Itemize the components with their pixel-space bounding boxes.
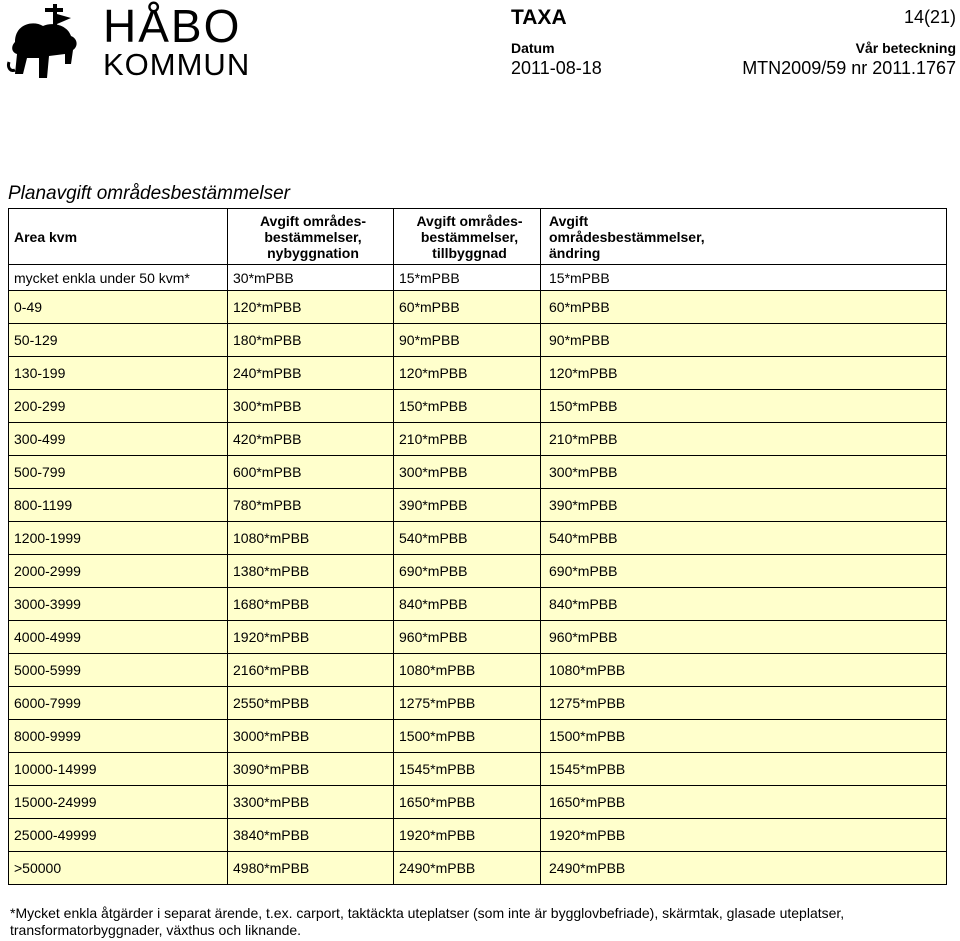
- cell-extension-fee: 150*mPBB: [394, 390, 541, 423]
- table-row: [9, 456, 947, 489]
- column-header-change: Avgift områdesbestämmelser, ändring: [541, 209, 947, 265]
- table-row: [9, 324, 947, 357]
- cell-extension-fee: 1275*mPBB: [394, 687, 541, 720]
- cell-new-build-fee: 30*mPBB: [228, 265, 394, 291]
- cell-extension-fee: 1920*mPBB: [394, 819, 541, 852]
- cell-new-build-fee: 3840*mPBB: [228, 819, 394, 852]
- table-row: [9, 819, 947, 852]
- cell-area: 50-129: [9, 324, 228, 357]
- cell-change-fee: 390*mPBB: [541, 489, 947, 522]
- cell-area: 25000-49999: [9, 819, 228, 852]
- cell-change-fee: 1920*mPBB: [541, 819, 947, 852]
- cell-area: 0-49: [9, 291, 228, 324]
- page-number: 14(21): [903, 7, 956, 27]
- cell-extension-fee: 15*mPBB: [394, 265, 541, 291]
- cell-change-fee: 300*mPBB: [541, 456, 947, 489]
- section-title: Planavgift områdesbestämmelser: [8, 183, 290, 204]
- lamb-emblem-icon: [5, 2, 95, 82]
- cell-change-fee: 840*mPBB: [541, 588, 947, 621]
- habo-kommun-logo: [5, 0, 251, 82]
- cell-extension-fee: 1500*mPBB: [394, 720, 541, 753]
- table-row: [9, 588, 947, 621]
- table-row: [9, 357, 947, 390]
- cell-area: 2000-2999: [9, 555, 228, 588]
- column-header-area: Area kvm: [9, 209, 228, 265]
- cell-new-build-fee: 3300*mPBB: [228, 786, 394, 819]
- cell-extension-fee: 960*mPBB: [394, 621, 541, 654]
- cell-extension-fee: 1080*mPBB: [394, 654, 541, 687]
- cell-area: 4000-4999: [9, 621, 228, 654]
- cell-new-build-fee: 2160*mPBB: [228, 654, 394, 687]
- cell-change-fee: 2490*mPBB: [541, 852, 947, 885]
- cell-new-build-fee: 780*mPBB: [228, 489, 394, 522]
- cell-new-build-fee: 180*mPBB: [228, 324, 394, 357]
- cell-change-fee: 540*mPBB: [541, 522, 947, 555]
- cell-area: mycket enkla under 50 kvm*: [9, 265, 228, 291]
- cell-new-build-fee: 1380*mPBB: [228, 555, 394, 588]
- logo-kommun-text: KOMMUN: [103, 47, 251, 82]
- cell-extension-fee: 690*mPBB: [394, 555, 541, 588]
- cell-extension-fee: 840*mPBB: [394, 588, 541, 621]
- date-label: Datum: [511, 40, 555, 56]
- cell-area: 200-299: [9, 390, 228, 423]
- cell-change-fee: 690*mPBB: [541, 555, 947, 588]
- column-header-new-build: Avgift områdes- bestämmelser, nybyggnation: [228, 209, 394, 265]
- table-row: [9, 555, 947, 588]
- cell-new-build-fee: 4980*mPBB: [228, 852, 394, 885]
- column-header-extension: Avgift områdes- bestämmelser, tillbyggnad: [394, 209, 541, 265]
- cell-area: 1200-1999: [9, 522, 228, 555]
- cell-change-fee: 210*mPBB: [541, 423, 947, 456]
- cell-change-fee: 60*mPBB: [541, 291, 947, 324]
- table-row: [9, 489, 947, 522]
- cell-area: 15000-24999: [9, 786, 228, 819]
- cell-area: 8000-9999: [9, 720, 228, 753]
- cell-area: 800-1199: [9, 489, 228, 522]
- cell-area: 10000-14999: [9, 753, 228, 786]
- table-row: [9, 291, 947, 324]
- cell-extension-fee: 300*mPBB: [394, 456, 541, 489]
- cell-area: 6000-7999: [9, 687, 228, 720]
- fee-table: [8, 208, 947, 885]
- cell-change-fee: 1545*mPBB: [541, 753, 947, 786]
- cell-change-fee: 90*mPBB: [541, 324, 947, 357]
- document-type: TAXA: [511, 6, 567, 29]
- cell-extension-fee: 1650*mPBB: [394, 786, 541, 819]
- cell-new-build-fee: 120*mPBB: [228, 291, 394, 324]
- reference-label: Vår beteckning: [855, 40, 956, 56]
- cell-area: 130-199: [9, 357, 228, 390]
- table-row: [9, 423, 947, 456]
- cell-new-build-fee: 2550*mPBB: [228, 687, 394, 720]
- cell-change-fee: 15*mPBB: [541, 265, 947, 291]
- cell-extension-fee: 120*mPBB: [394, 357, 541, 390]
- cell-new-build-fee: 3000*mPBB: [228, 720, 394, 753]
- cell-change-fee: 1275*mPBB: [541, 687, 947, 720]
- cell-area: 300-499: [9, 423, 228, 456]
- reference-number: MTN2009/59 nr 2011.1767: [742, 58, 956, 78]
- table-row: [9, 852, 947, 885]
- document-date: 2011-08-18: [511, 58, 602, 78]
- cell-extension-fee: 2490*mPBB: [394, 852, 541, 885]
- cell-extension-fee: 90*mPBB: [394, 324, 541, 357]
- logo-habo-text: HÅBO: [103, 0, 242, 52]
- footnote: *Mycket enkla åtgärder i separat ärende, t.ex. carport, taktäckta uteplatser (som inte är bygglovbefriade), skärmtak, glasade uteplatser, transformatorbyggnader, växthus och liknande.: [10, 905, 845, 938]
- cell-change-fee: 1500*mPBB: [541, 720, 947, 753]
- cell-new-build-fee: 1680*mPBB: [228, 588, 394, 621]
- cell-change-fee: 120*mPBB: [541, 357, 947, 390]
- cell-extension-fee: 540*mPBB: [394, 522, 541, 555]
- cell-new-build-fee: 3090*mPBB: [228, 753, 394, 786]
- cell-area: 3000-3999: [9, 588, 228, 621]
- cell-new-build-fee: 1080*mPBB: [228, 522, 394, 555]
- cell-change-fee: 960*mPBB: [541, 621, 947, 654]
- table-row: [9, 786, 947, 819]
- cell-change-fee: 1080*mPBB: [541, 654, 947, 687]
- table-row: [9, 522, 947, 555]
- cell-new-build-fee: 420*mPBB: [228, 423, 394, 456]
- cell-area: >50000: [9, 852, 228, 885]
- table-row: [9, 265, 947, 291]
- cell-extension-fee: 60*mPBB: [394, 291, 541, 324]
- cell-area: 500-799: [9, 456, 228, 489]
- table-row: [9, 390, 947, 423]
- cell-change-fee: 150*mPBB: [541, 390, 947, 423]
- table-body: [9, 265, 947, 885]
- table-header-row: [9, 209, 947, 265]
- cell-area: 5000-5999: [9, 654, 228, 687]
- cell-extension-fee: 1545*mPBB: [394, 753, 541, 786]
- cell-new-build-fee: 240*mPBB: [228, 357, 394, 390]
- table-row: [9, 720, 947, 753]
- table-row: [9, 687, 947, 720]
- table-row: [9, 654, 947, 687]
- table-row: [9, 753, 947, 786]
- cell-new-build-fee: 1920*mPBB: [228, 621, 394, 654]
- cell-change-fee: 1650*mPBB: [541, 786, 947, 819]
- cell-extension-fee: 210*mPBB: [394, 423, 541, 456]
- cell-extension-fee: 390*mPBB: [394, 489, 541, 522]
- cell-new-build-fee: 600*mPBB: [228, 456, 394, 489]
- cell-new-build-fee: 300*mPBB: [228, 390, 394, 423]
- table-row: [9, 621, 947, 654]
